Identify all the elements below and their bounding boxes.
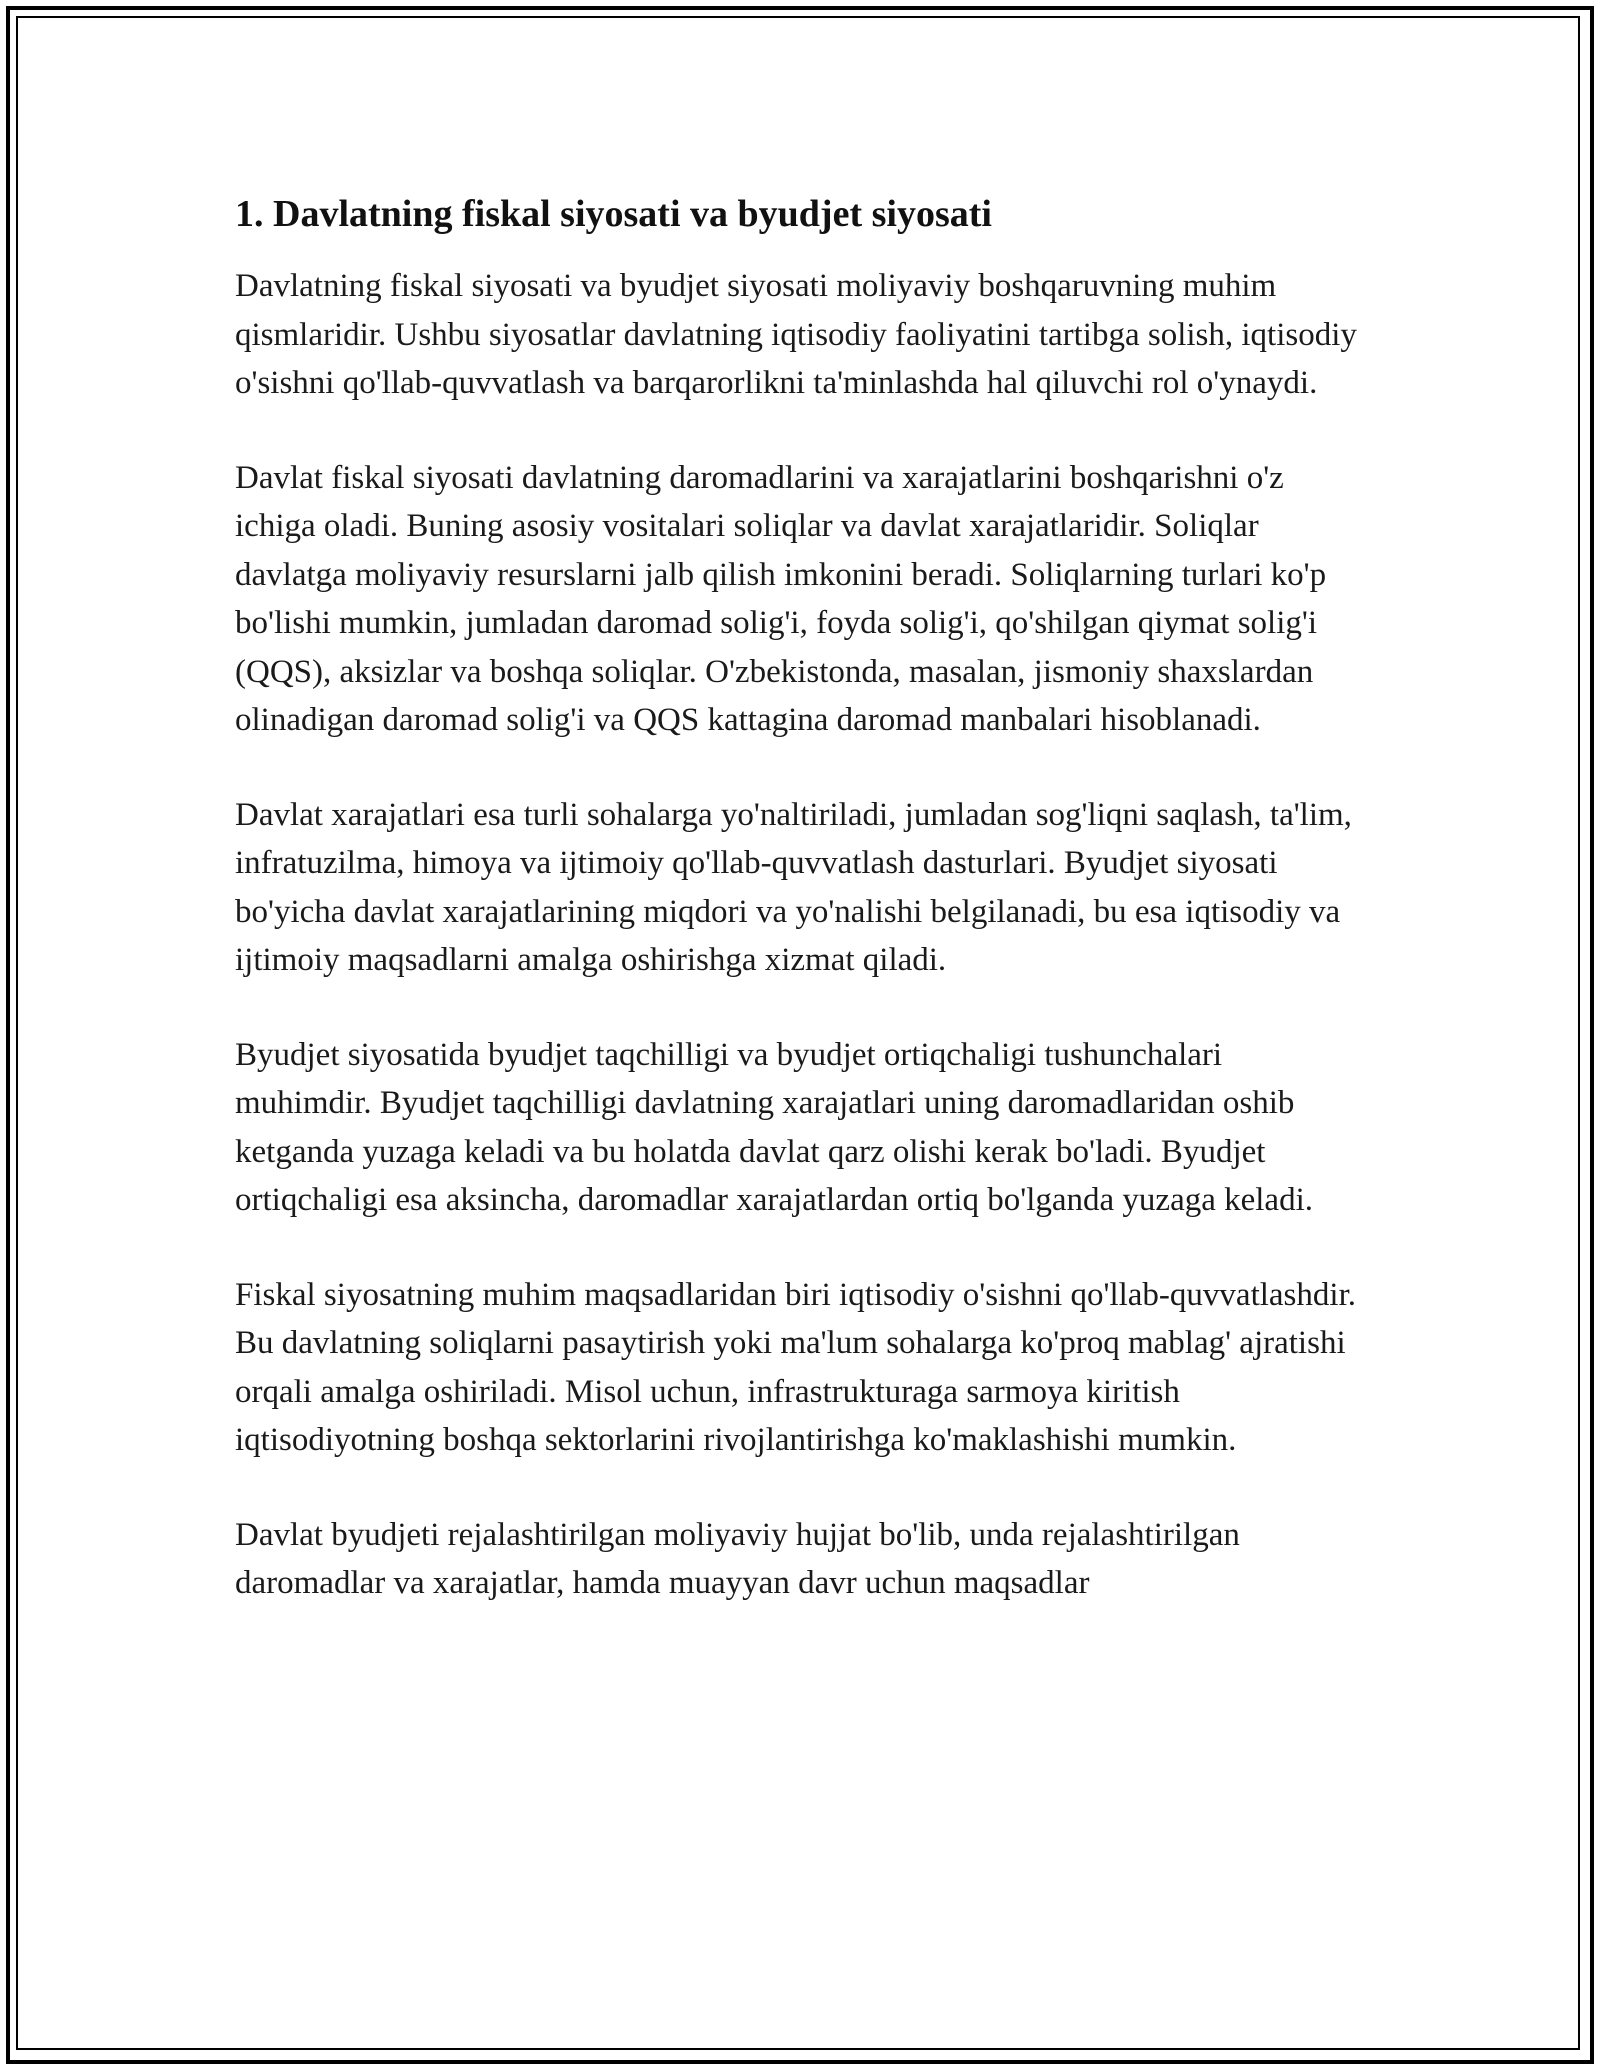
paragraph-6: Davlat byudjeti rejalashtirilgan moliyaviy hujjat bo'lib, unda rejalashtirilgan daromadlar va xarajatlar, hamda muayyan davr uchun maqsadlar: [235, 1516, 1240, 1601]
paragraph-3: Davlat xarajatlari esa turli sohalarga yo'naltiriladi, jumladan sog'liqni saqlash, ta'lim, infratuzilma, himoya va ijtimoiy qo'llab-quvvatlash dasturlari. Byudjet siyosati bo'yicha davlat xarajatlarining miqdori va yo'nalishi belgilanadi, bu esa iqtisodiy va ijtimoiy maqsadlarni amalga oshirishga xizmat qiladi.: [235, 796, 1352, 978]
section-heading: 1. Davlatning fiskal siyosati va byudjet siyosati: [235, 193, 992, 235]
paragraph-2: Davlat fiskal siyosati davlatning daromadlarini va xarajatlarini boshqarishni o'z ichiga oladi. Buning asosiy vositalari soliqlar va davlat xarajatlaridir. Soliqlar davlatga moliyaviy resurslarni jalb qilish imkonini beradi. Soliqlarning turlari ko'p bo'lishi mumkin, jumladan daromad solig'i, foyda solig'i, qo'shilgan qiymat solig'i (QQS), aksizlar va boshqa soliqlar. O'zbekistonda, masalan, jismoniy shaxslardan olinadigan daromad solig'i va QQS kattagina daromad manbalari hisoblanadi.: [235, 459, 1327, 738]
document-body: [235, 188, 1365, 1654]
paragraph-1: Davlatning fiskal siyosati va byudjet siyosati moliyaviy boshqaruvning muhim qismlaridir. Ushbu siyosatlar davlatning iqtisodiy faoliyatini tartibga solish, iqtisodiy o'sishni qo'llab-quvvatlash va barqarorlikni ta'minlashda hal qiluvchi rol o'ynaydi.: [235, 268, 1357, 401]
paragraph-5: Fiskal siyosatning muhim maqsadlaridan biri iqtisodiy o'sishni qo'llab-quvvatlashdir. Bu davlatning soliqlarni pasaytirish yoki ma'lum sohalarga ko'proq mablag' ajratishi orqali amalga oshiriladi. Misol uchun, infrastrukturaga sarmoya kiritish iqtisodiyotning boshqa sektorlarini rivojlantirishga ko'maklashishi mumkin.: [235, 1276, 1356, 1458]
paragraph-4: Byudjet siyosatida byudjet taqchilligi va byudjet ortiqchaligi tushunchalari muhimdir. Byudjet taqchilligi davlatning xarajatlari uning daromadlaridan oshib ketganda yuzaga keladi va bu holatda davlat qarz olishi kerak bo'ladi. Byudjet ortiqchaligi esa aksincha, daromadlar xarajatlardan ortiq bo'lganda yuzaga keladi.: [235, 1036, 1313, 1218]
